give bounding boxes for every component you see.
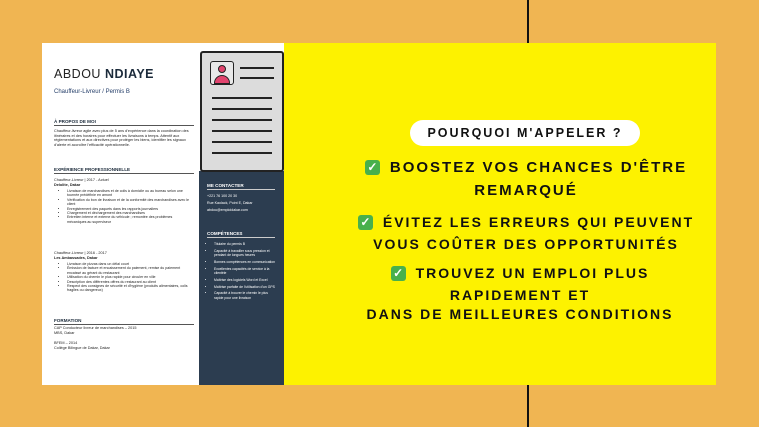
benefit-1-line-2: REMARQUÉ: [474, 182, 578, 199]
job1-title: Chauffeur-Livreur | 2017 - Actuel: [54, 178, 109, 182]
job1-list: [62, 189, 192, 224]
resume-job-title: Chauffeur-Livreur / Permis B: [54, 89, 130, 95]
job2-list: [62, 262, 192, 293]
contact-heading: ME CONTACTER: [207, 183, 275, 190]
check-mark-icon: ✓: [391, 266, 406, 281]
benefit-2-line-1: ÉVITEZ LES ERREURS QUI PEUVENT: [382, 214, 695, 230]
job1-company: Delolite, Dakar: [54, 183, 81, 187]
benefit-3-line-3: DANS DE MEILLEURES CONDITIONS: [366, 306, 674, 322]
avatar-icon: [210, 61, 234, 85]
contact-line: +221 76 100 20 30: [207, 194, 238, 198]
skill-item: • Maîtrise parfaite de l'utilisation d'un GPS: [214, 285, 277, 289]
skill-item: • Bonnes compétences en communication: [214, 260, 277, 264]
formation-line: MBS, Dakar: [54, 331, 75, 335]
benefit-3-line-1: TROUVEZ UN EMPLOI PLUS: [415, 265, 650, 281]
list-item: • Émission de facture et encaissement du paiement, remise du paiement encaissé au gérant du restaurant: [67, 266, 192, 275]
decorative-line-bottom: [527, 385, 529, 427]
document-line: [212, 130, 272, 132]
list-item: • Enregistrement des paquets dans les rapports journaliers: [67, 207, 192, 211]
skills-heading: COMPÉTENCES: [207, 231, 275, 238]
about-heading: À PROPOS DE MOI: [54, 119, 194, 126]
formation-line: Collège Bilingue de Dakar, Dakar: [54, 346, 110, 350]
document-line: [212, 108, 272, 110]
document-line: [212, 141, 272, 143]
about-text: Chauffeur-livreur agile avec plus de 5 ans d'expérience dans la coordination des itinéraires et des horaires pour effectuer les livraisons à temps. Attentif aux réglementations et aux directives pour protéger les biens, identifier les signaux d'alerte et accroître l'efficacité opérationnelle.: [54, 129, 189, 147]
experience-heading: EXPÉRIENCE PROFESSIONNELLE: [54, 167, 194, 174]
formation-line: CAP Conducteur livreur de marchandises – 2015: [54, 326, 137, 330]
document-line: [240, 77, 274, 79]
skills-list: [209, 242, 277, 302]
document-line: [212, 97, 272, 99]
formation-line: BFEM – 2014: [54, 341, 78, 345]
benefit-1-line-1: BOOSTEZ VOS CHANCES D'ÊTRE: [389, 159, 688, 176]
list-item: • Livraison de marchandises et de colis à domicile ou au bureau selon une tournée prédéfinie en amont: [67, 189, 192, 198]
check-mark-icon: ✓: [365, 160, 380, 175]
job2-company: Les Ambassades, Dakar: [54, 256, 98, 260]
resume-document-icon: [200, 51, 284, 172]
benefit-1: [340, 156, 712, 179]
list-item: • Entretien interne et externe du véhicule ; remontée des problèmes mécaniques au superviseur: [67, 215, 192, 224]
contact-line: Rue Kaolack, Point E, Dakar: [207, 201, 253, 205]
list-item: • Livraison de pizzas dans un délai court: [67, 262, 192, 266]
skill-item: • Excellentes capacités de service à la clientèle: [214, 267, 277, 276]
formation-heading: FORMATION: [54, 318, 194, 325]
skill-item: • Capacité à travailler sous pression et pendant de longues heures: [214, 249, 277, 258]
document-line: [212, 152, 272, 154]
list-item: • Description des différentes offres du restaurant au client: [67, 280, 192, 284]
question-pill: POURQUOI M'APPELER ?: [410, 120, 640, 146]
document-line: [212, 119, 272, 121]
benefit-3: [330, 262, 710, 285]
skill-item: • Titulaire du permis B: [214, 242, 277, 246]
resume-sidebar: [199, 171, 284, 385]
list-item: • Respect des consignes de sécurité et d'hygiène (produits alimentaires, colis fragiles ou dangereux): [67, 284, 192, 293]
benefit-2-line-2: VOUS COÛTER DES OPPORTUNITÉS: [373, 236, 679, 252]
resume-name: [54, 67, 154, 81]
first-name: ABDOU: [54, 67, 101, 81]
job2-title: Chauffeur-Livreur | 2016 - 2017: [54, 251, 107, 255]
list-item: • Chargement et déchargement des marchandises: [67, 211, 192, 215]
document-line: [240, 67, 274, 69]
skill-item: • Capacité à trouver le chemin le plus rapide pour une livraison: [214, 291, 277, 300]
benefit-2: [338, 211, 714, 234]
list-item: • Vérification du bon de livraison et de la conformité des marchandises avec le client: [67, 198, 192, 207]
skill-item: • Maîtrise des logiciels Word et Excel: [214, 278, 277, 282]
list-item: • Utilisation du chemin le plus rapide pour circuler en ville: [67, 275, 192, 279]
check-mark-icon: ✓: [358, 215, 373, 230]
contact-line: abdou@emploidakar.com: [207, 208, 248, 212]
benefit-3-line-2: RAPIDEMENT ET: [449, 287, 591, 303]
avatar-body: [214, 75, 230, 84]
avatar-head: [218, 65, 226, 73]
last-name: NDIAYE: [104, 67, 155, 81]
